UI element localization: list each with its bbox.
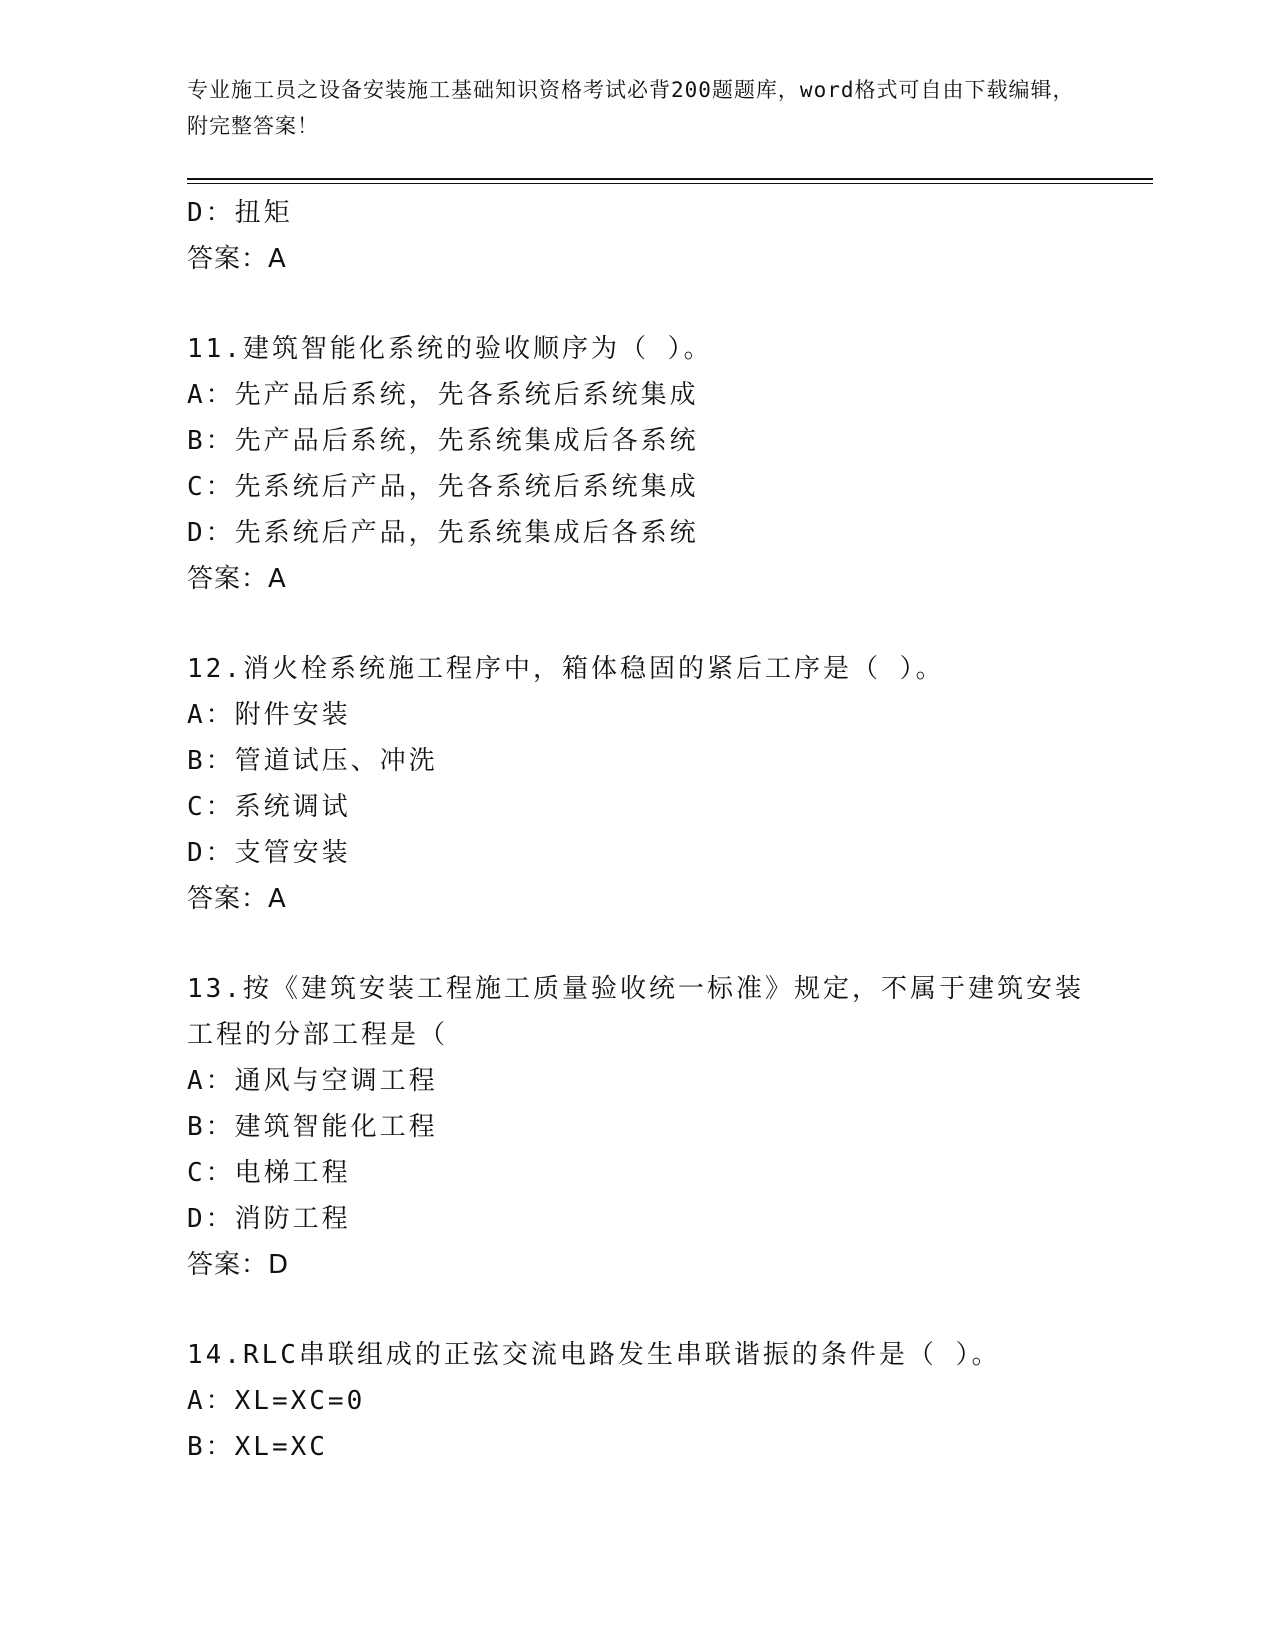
option-b: B：先产品后系统，先系统集成后各系统 — [187, 426, 699, 456]
answer-line: 答案：A — [187, 564, 287, 594]
answer-line: 答案：D — [187, 1250, 290, 1280]
option-a: A：附件安装 — [187, 700, 351, 730]
answer-line: 答案：A — [187, 884, 287, 914]
option-a: A：先产品后系统，先各系统后系统集成 — [187, 380, 699, 410]
question-content — [187, 190, 1153, 1470]
option-d: D：支管安装 — [187, 838, 351, 868]
option-d: D：先系统后产品，先系统集成后各系统 — [187, 518, 699, 548]
question-stem: 11.建筑智能化系统的验收顺序为（ ）。 — [187, 334, 713, 364]
question-stem: 14.RLC串联组成的正弦交流电路发生串联谐振的条件是（ ）。 — [187, 1340, 1001, 1370]
answer-line: 答案：A — [187, 244, 287, 274]
option-b: B：管道试压、冲洗 — [187, 746, 438, 776]
question-stem: 12.消火栓系统施工程序中，箱体稳固的紧后工序是（ ）。 — [187, 654, 945, 684]
header-rule-thick — [187, 178, 1153, 180]
option-c: C：系统调试 — [187, 792, 351, 822]
option-b: B：建筑智能化工程 — [187, 1112, 438, 1142]
page-header: 专业施工员之设备安装施工基础知识资格考试必背200题题库，word格式可自由下载编辑，附完整答案！ — [187, 78, 1075, 138]
option-b: B：XL=XC — [187, 1432, 328, 1462]
option-d: D：消防工程 — [187, 1204, 351, 1234]
question-stem-line-2: 工程的分部工程是（ — [187, 1020, 449, 1050]
header-rule-thin — [187, 183, 1153, 184]
option-a: A：通风与空调工程 — [187, 1066, 438, 1096]
option-c: C：电梯工程 — [187, 1158, 351, 1188]
option-c: C：先系统后产品，先各系统后系统集成 — [187, 472, 699, 502]
option-d: D：扭矩 — [187, 198, 293, 228]
option-a: A：XL=XC=0 — [187, 1386, 366, 1416]
question-stem-line-1: 13.按《建筑安装工程施工质量验收统一标准》规定，不属于建筑安装 — [187, 974, 1084, 1004]
